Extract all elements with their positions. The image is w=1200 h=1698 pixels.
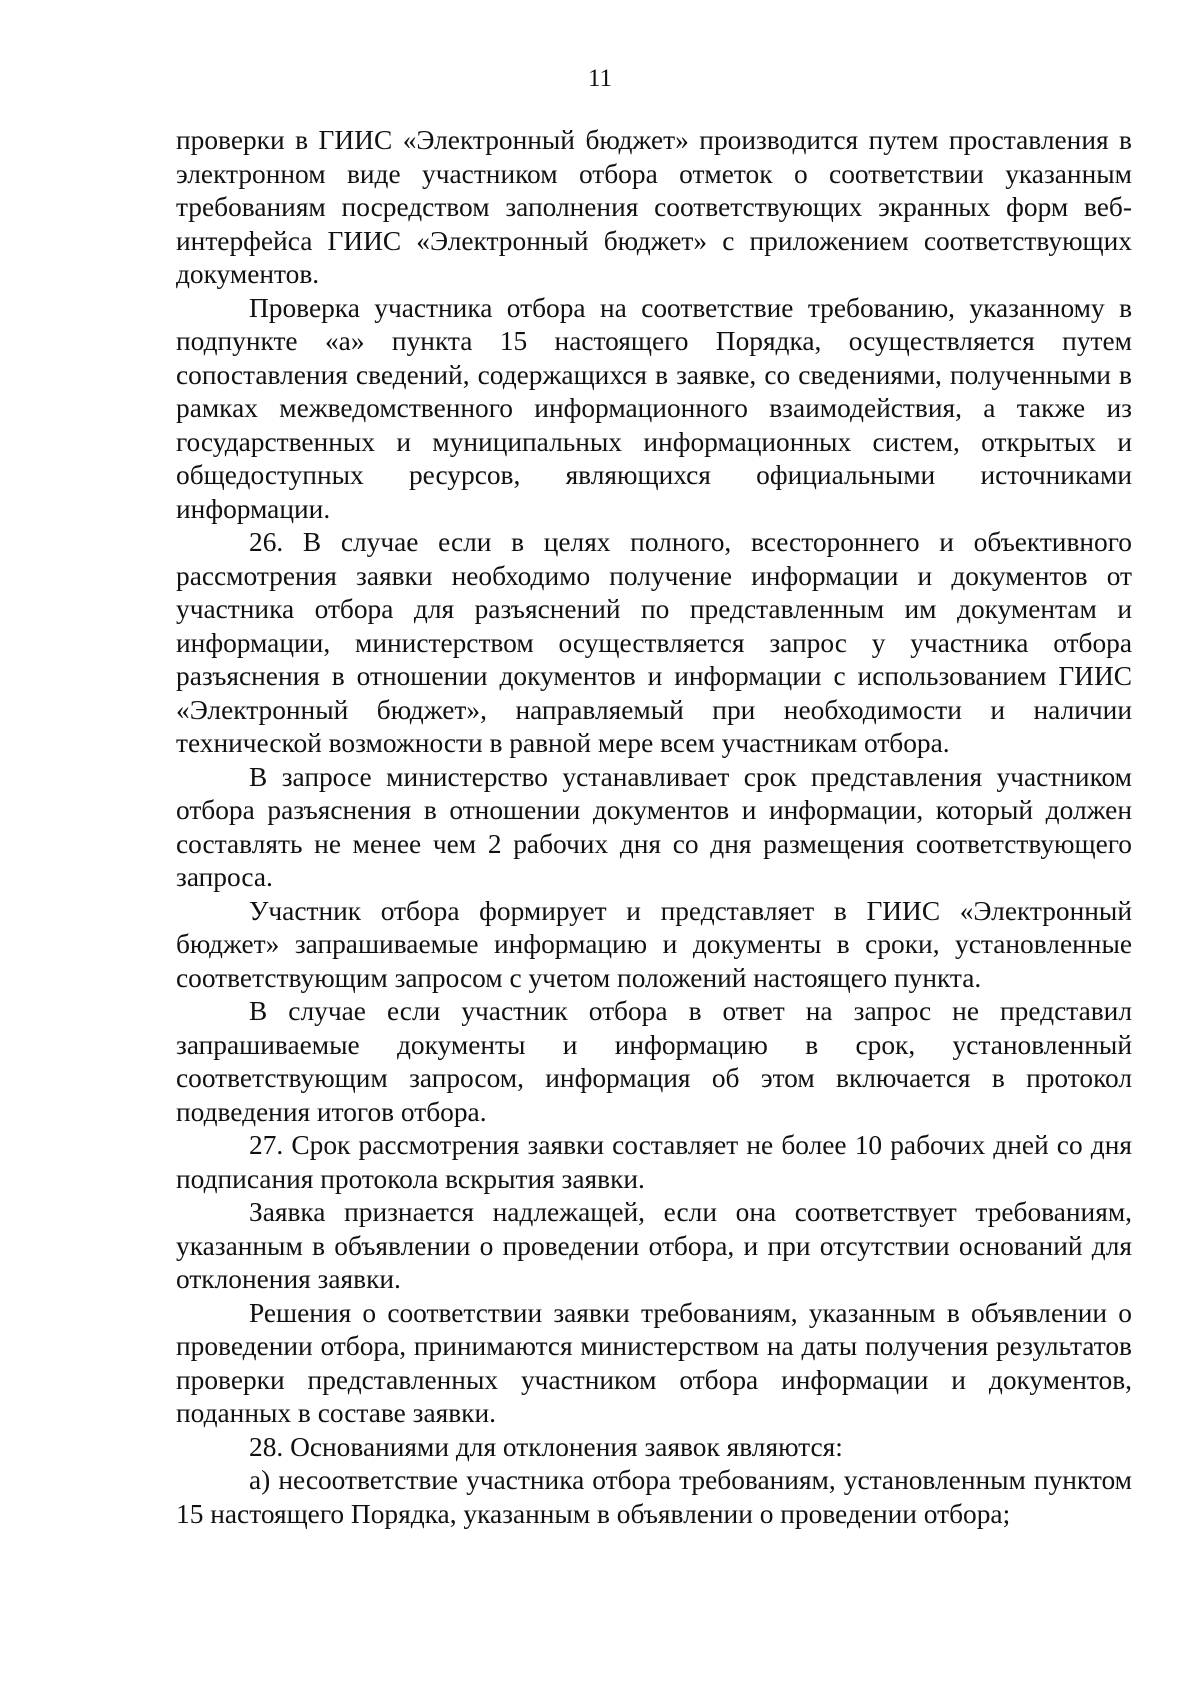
paragraph-8: Заявка признается надлежащей, если она соответствует требованиям, указанным в объявлении о проведении отбора, и при отсутствии оснований для отклонения заявки. [176,1197,1132,1294]
paragraph-1: проверки в ГИИС «Электронный бюджет» производится путем проставления в электронном виде участником отбора отметок о соответствии указанным требованиям посредством заполнения соответствующих экранных форм веб-интерфейса ГИИС «Электронный бюджет» с приложением соответствующих документов. [176,125,1132,289]
paragraph-3: 26. В случае если в целях полного, всестороннего и объективного рассмотрения заявки необходимо получение информации и документов от участника отбора для разъяснений по представленным им документам и информации, министерством осуществляется запрос у участника отбора разъяснения в отношении документов и информации с использованием ГИИС «Электронный бюджет», направляемый при необходимости и наличии технической возможности в равной мере всем участникам отбора. [176,527,1132,758]
paragraph-7: 27. Срок рассмотрения заявки составляет не более 10 рабочих дней со дня подписания протокола вскрытия заявки. [176,1130,1132,1194]
page-number: 11 [587,65,613,92]
paragraph-9: Решения о соответствии заявки требованиям, указанным в объявлении о проведении отбора, принимаются министерством на даты получения результатов проверки представленных участником отбора информации и документов, поданных в составе заявки. [176,1297,1132,1428]
paragraph-11: а) несоответствие участника отбора требованиям, установленным пунктом 15 настоящего Порядка, указанным в объявлении о проведении отбора; [176,1465,1132,1529]
paragraph-5: Участник отбора формирует и представляет в ГИИС «Электронный бюджет» запрашиваемые информацию и документы в сроки, установленные соответствующим запросом с учетом положений настоящего пункта. [176,895,1132,993]
paragraph-2: Проверка участника отбора на соответствие требованию, указанному в подпункте «а» пункта 15 настоящего Порядка, осуществляется путем сопоставления сведений, содержащихся в заявке, со сведениями, полученными в рамках межведомственного информационного взаимодействия, а также из государственных и муниципальных информационных систем, открытых и общедоступных ресурсов, являющихся официальными источниками информации. [176,292,1132,524]
paragraph-4: В запросе министерство устанавливает срок представления участником отбора разъяснения в отношении документов и информации, который должен составлять не менее чем 2 рабочих дня со дня размещения соответствующего запроса. [176,761,1132,892]
paragraph-10: 28. Основаниями для отклонения заявок являются: [249,1431,843,1462]
document-body [176,124,1132,1531]
paragraph-6: В случае если участник отбора в ответ на запрос не представил запрашиваемые документы и информацию в срок, установленный соответствующим запросом, информация об этом включается в протокол подведения итогов отбора. [176,996,1132,1127]
